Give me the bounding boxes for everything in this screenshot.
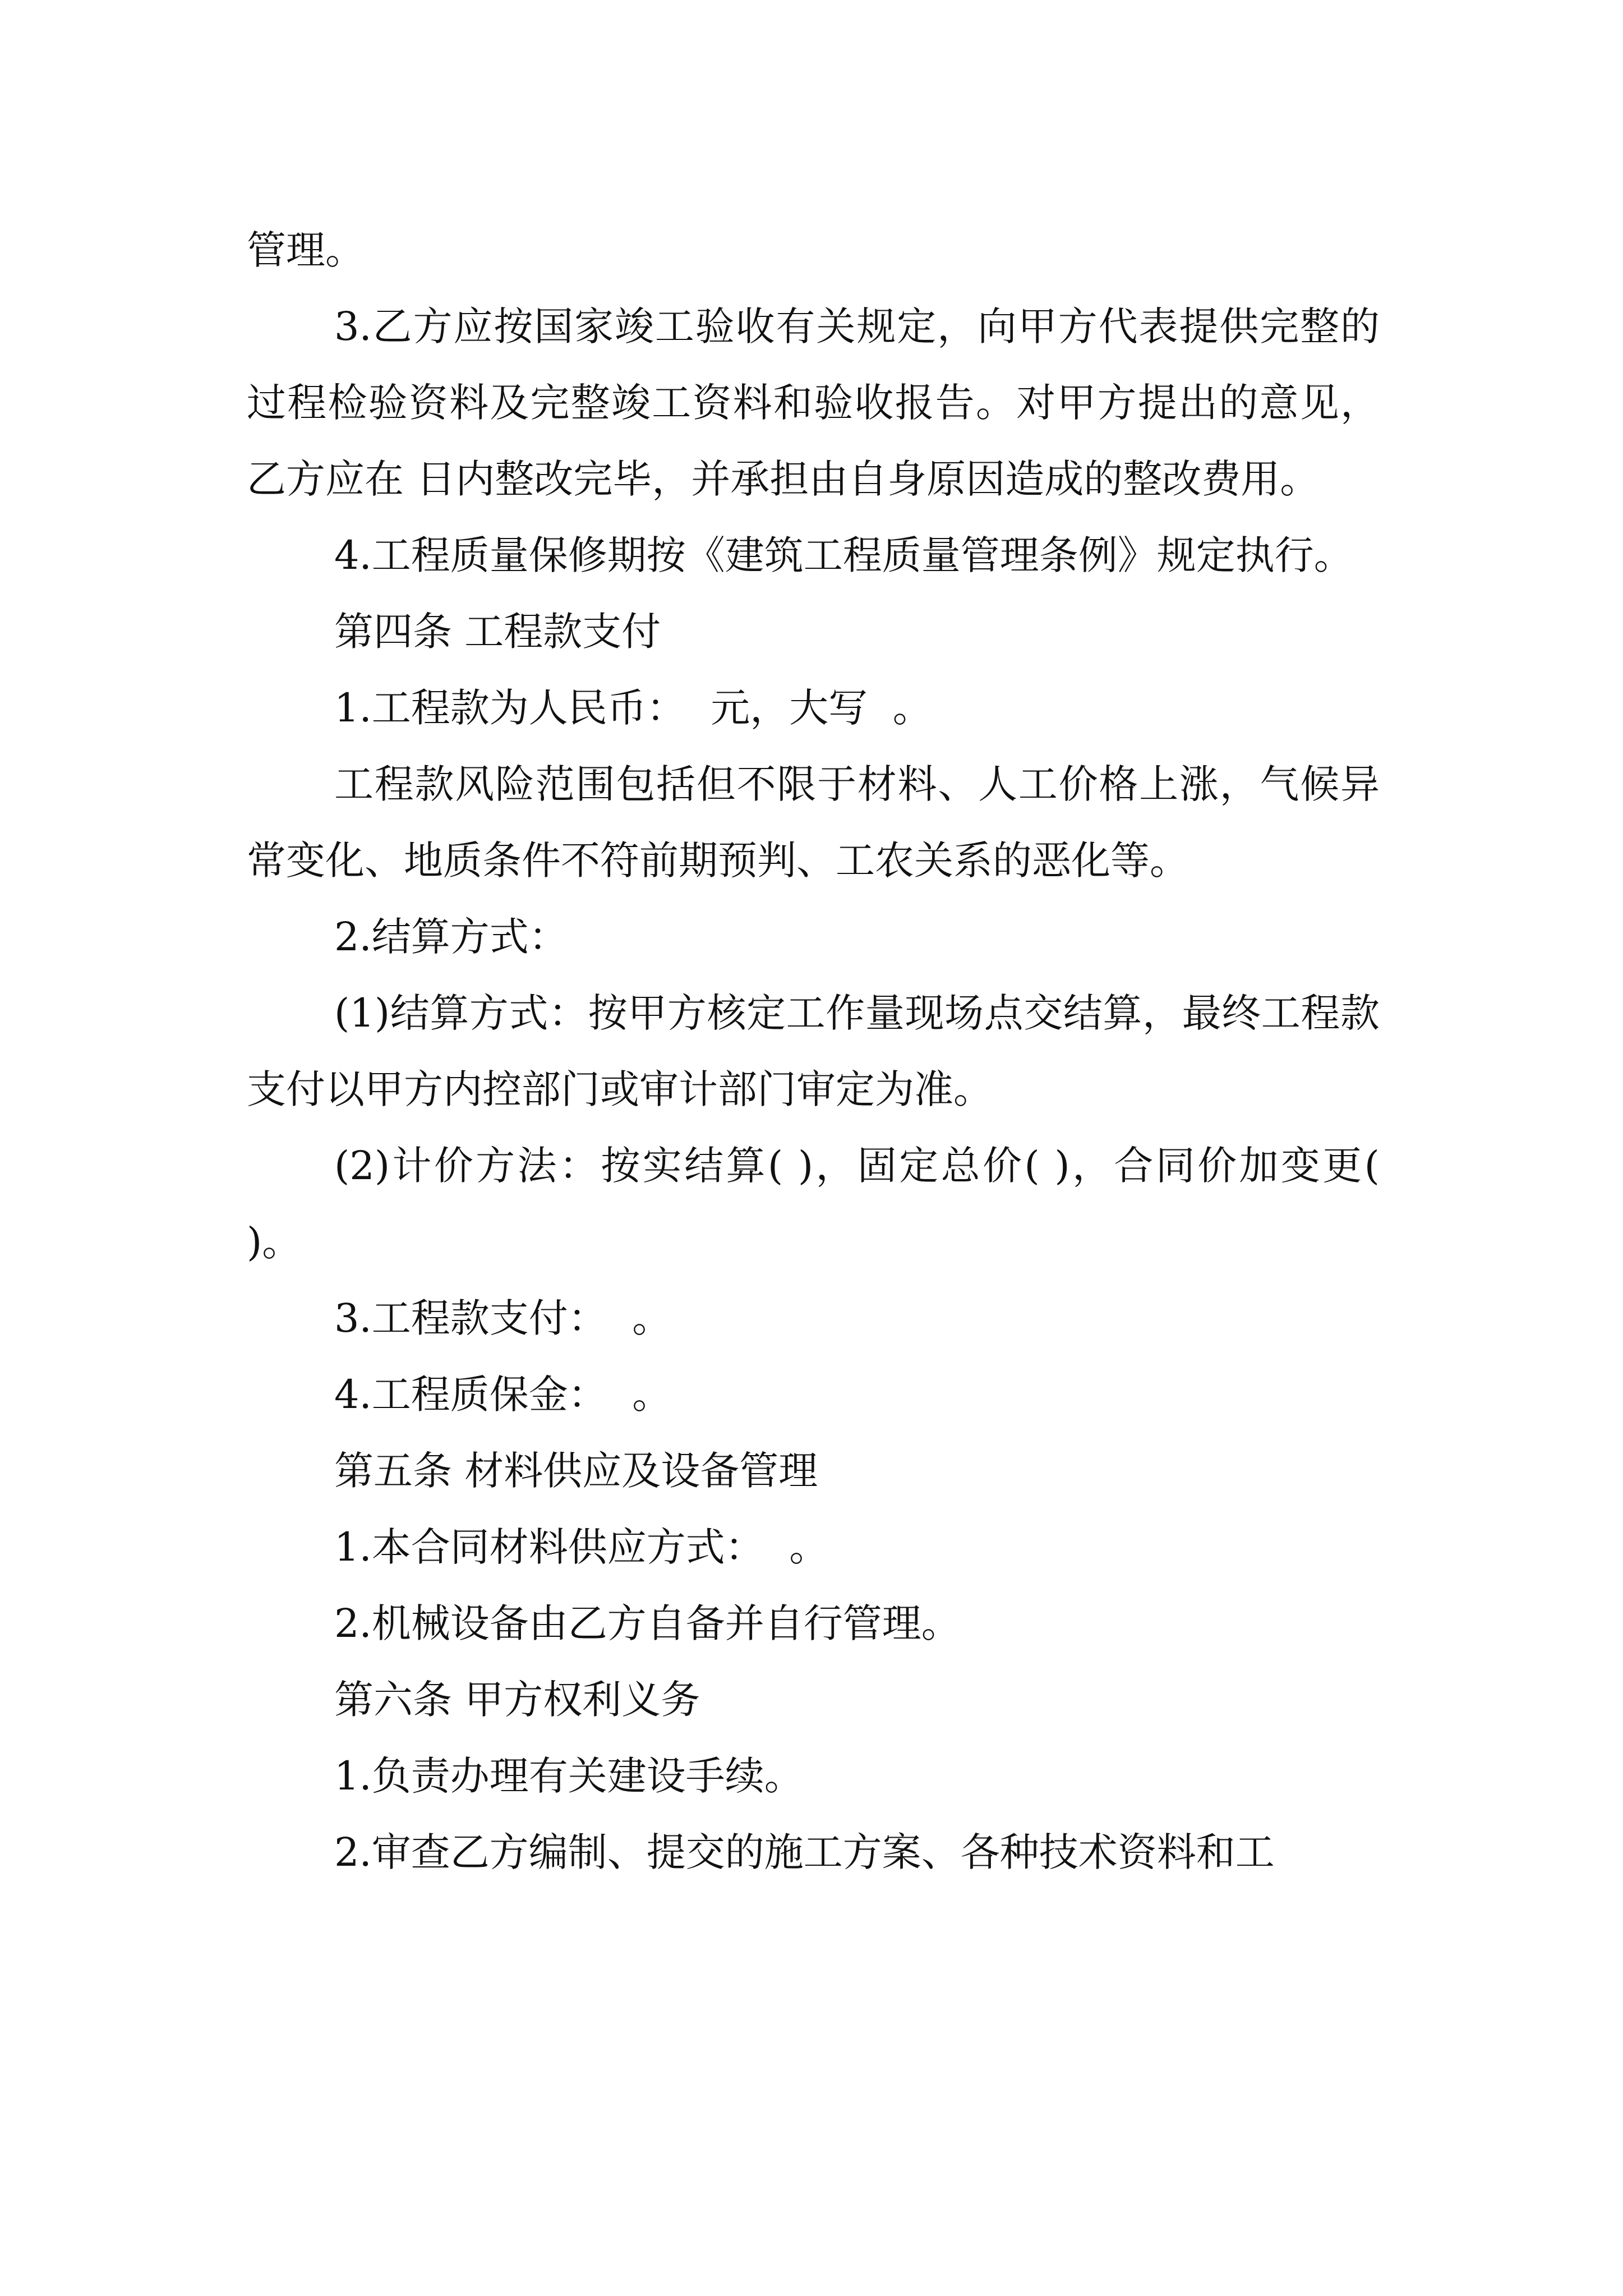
paragraph-pricing-method: (2)计价方法：按实结算( )，固定总价( )，合同价加变更( )。 (247, 1143, 1393, 1265)
paragraph-review-plans: 2.审查乙方编制、提交的施工方案、各种技术资料和工 (334, 1829, 1275, 1875)
paragraph-equipment: 2.机械设备由乙方自备并自行管理。 (334, 1600, 961, 1646)
paragraph-payment: 3.工程款支付： 。 (334, 1295, 672, 1341)
paragraph-contract-amount: 1.工程款为人民币： 元，大写 。 (334, 685, 932, 731)
paragraph-material-supply: 1.本合同材料供应方式： 。 (334, 1524, 829, 1570)
paragraph-management-end: 管理。 (247, 227, 365, 273)
paragraph-risk-scope: 工程款风险范围包括但不限于材料、人工价格上涨，气候异常变化、地质条件不符前期预判、工农关系的恶化等。 (247, 761, 1380, 884)
paragraph-clause-3-acceptance: 3.乙方应按国家竣工验收有关规定，向甲方代表提供完整的过程检验资料及完整竣工资料和验收报告。对甲方提出的意见，乙方应在 日内整改完毕，并承担由自身原因造成的整改费用。 (247, 303, 1380, 502)
paragraph-construction-procedures: 1.负责办理有关建设手续。 (334, 1753, 804, 1799)
paragraph-quality-deposit: 4.工程质保金： 。 (334, 1372, 672, 1418)
paragraph-settlement-method-title: 2.结算方式： (334, 914, 568, 960)
paragraph-clause-4-warranty: 4.工程质量保修期按《建筑工程质量管理条例》规定执行。 (334, 532, 1353, 578)
section-heading-article-5: 第五条 材料供应及设备管理 (334, 1448, 818, 1494)
section-heading-article-6: 第六条 甲方权利义务 (334, 1677, 700, 1723)
section-heading-article-4: 第四条 工程款支付 (334, 609, 661, 655)
document-body (247, 212, 1393, 1890)
paragraph-settlement-method-detail: (1)结算方式：按甲方核定工作量现场点交结算，最终工程款支付以甲方内控部门或审计部门审定为准。 (247, 990, 1380, 1112)
